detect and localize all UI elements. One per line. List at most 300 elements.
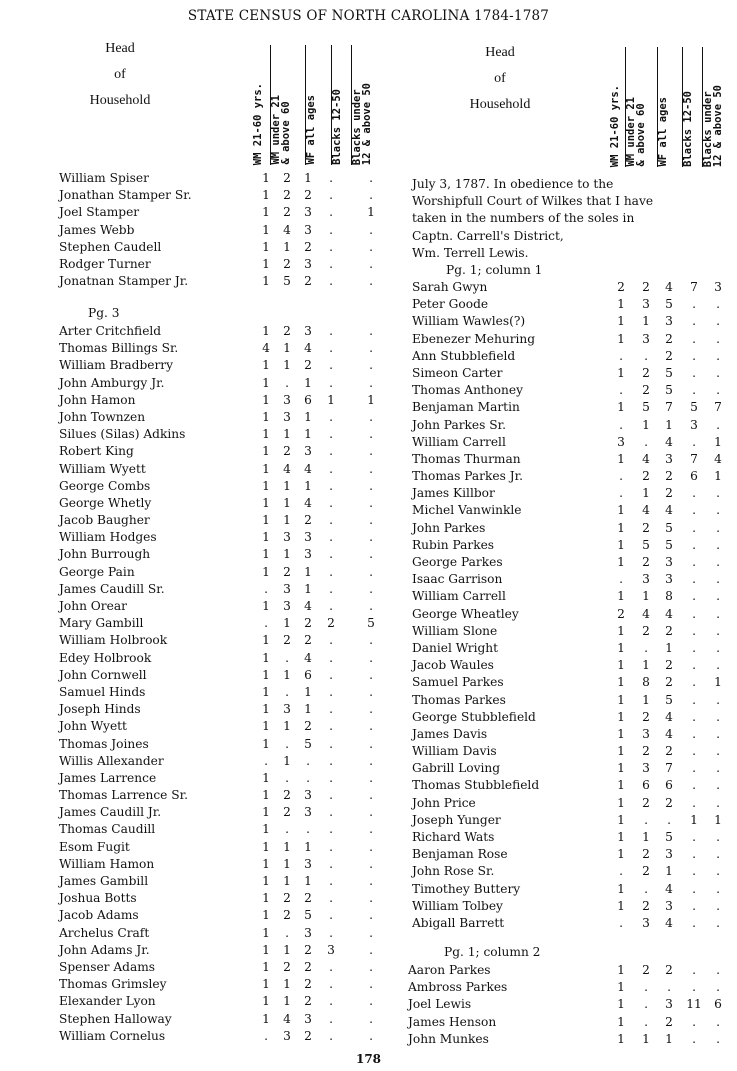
count-cell: .	[369, 341, 373, 356]
count-cell: 1	[617, 623, 625, 638]
household-name: John Wyett	[59, 719, 127, 734]
household-name: William Slone	[412, 623, 498, 638]
count-cell: 1	[617, 963, 625, 977]
count-cell: 1	[642, 417, 650, 432]
count-cell: .	[644, 1014, 648, 1029]
count-cell: 2	[304, 994, 312, 1009]
count-cell: 3	[304, 256, 312, 271]
count-cell: 1	[617, 520, 625, 535]
count-cell: 3	[642, 297, 650, 312]
count-cell: .	[692, 572, 696, 587]
count-cell: 3	[665, 572, 673, 587]
count-cell: 2	[642, 963, 650, 977]
count-cell: .	[716, 778, 720, 793]
count-cell: 3	[642, 726, 650, 741]
left-household-list-2	[59, 323, 389, 1045]
count-cell: 1	[262, 667, 270, 682]
count-cell: 3	[304, 788, 312, 803]
count-cell: 1	[642, 486, 650, 501]
count-cell: .	[692, 297, 696, 312]
count-cell: 2	[283, 805, 291, 820]
count-cell: .	[667, 980, 671, 995]
household-row	[412, 709, 737, 726]
count-cell: .	[369, 925, 373, 940]
right-household-list-2	[408, 962, 737, 1048]
count-cell: .	[619, 864, 623, 879]
count-cell: 1	[304, 564, 312, 579]
section-label: Pg. 1; column 2	[444, 945, 541, 959]
count-cell: 5	[690, 400, 698, 415]
count-cell: .	[329, 633, 333, 648]
count-cell: 2	[642, 365, 650, 380]
count-cell: 4	[642, 451, 650, 466]
count-cell: 1	[262, 530, 270, 545]
count-cell: .	[369, 564, 373, 579]
page-number: 178	[355, 1052, 382, 1066]
count-cell: 4	[304, 599, 312, 613]
count-cell: 6	[642, 778, 650, 793]
left-section-heading	[88, 306, 120, 320]
count-cell: 7	[714, 400, 722, 415]
household-row	[59, 546, 389, 563]
count-cell: .	[369, 650, 373, 665]
count-cell: .	[716, 640, 720, 655]
count-cell: .	[692, 314, 696, 329]
count-cell: 2	[283, 959, 291, 974]
count-cell: 1	[262, 205, 270, 220]
intro-line: July 3, 1787. In obedience to the	[412, 177, 614, 191]
count-cell: 1	[283, 427, 291, 442]
household-row	[59, 684, 389, 701]
count-cell: .	[716, 314, 720, 329]
household-name: William Hamon	[59, 856, 155, 871]
count-cell: .	[716, 1014, 720, 1029]
count-cell: 8	[642, 675, 650, 690]
count-cell: 1	[304, 839, 312, 854]
household-name: William Cornelus	[59, 1028, 166, 1043]
count-cell: .	[285, 822, 289, 837]
household-row	[412, 915, 737, 932]
count-cell: 2	[642, 555, 650, 569]
intro-line: Worshipfull Court of Wilkes that I have	[412, 194, 654, 209]
count-cell: .	[716, 383, 720, 398]
household-name: John Rose Sr.	[412, 864, 495, 879]
household-name: William Wawles(?)	[412, 314, 526, 329]
head-of-household-header-left	[60, 36, 180, 114]
count-cell: .	[329, 788, 333, 803]
count-cell: .	[716, 963, 720, 977]
count-cell: 5	[665, 297, 673, 312]
count-cell: .	[329, 599, 333, 613]
count-cell: .	[692, 726, 696, 741]
count-cell: .	[306, 770, 310, 785]
household-name: George Pain	[59, 564, 135, 579]
count-cell: .	[716, 881, 720, 896]
household-name: Robert King	[59, 444, 134, 459]
count-cell: .	[716, 348, 720, 363]
household-name: John Price	[412, 795, 476, 810]
count-cell: 3	[642, 572, 650, 587]
count-cell: .	[285, 684, 289, 699]
count-cell: 2	[665, 348, 673, 363]
count-cell: 1	[283, 942, 291, 957]
household-name: Jonathan Stamper Sr.	[59, 188, 192, 203]
count-cell: .	[329, 205, 333, 220]
count-cell: .	[306, 753, 310, 768]
count-cell: 2	[304, 239, 312, 254]
count-cell: 1	[617, 537, 625, 552]
count-cell: 4	[665, 606, 673, 621]
household-name: George Combs	[59, 478, 151, 493]
count-cell: 1	[262, 513, 270, 528]
household-row	[59, 581, 389, 598]
household-name: Joseph Yunger	[412, 812, 501, 827]
intro-line: Wm. Terrell Lewis.	[412, 245, 529, 260]
count-cell: 1	[617, 726, 625, 741]
household-row	[412, 382, 737, 399]
count-cell: 2	[665, 331, 673, 346]
household-row	[412, 588, 737, 605]
household-row	[412, 760, 737, 777]
count-cell: 2	[283, 633, 291, 648]
count-cell: 1	[617, 898, 625, 913]
count-cell: 1	[262, 925, 270, 940]
count-cell: 3	[617, 434, 625, 449]
count-cell: 3	[642, 915, 650, 930]
household-name: John Parkes	[412, 520, 486, 535]
household-name: Stephen Caudell	[59, 239, 162, 254]
household-name: Joshua Botts	[59, 891, 137, 906]
count-cell: 1	[617, 812, 625, 827]
household-row	[59, 804, 389, 821]
household-name: Archelus Craft	[59, 925, 150, 940]
col-header-blacks-under-12: Blacks under 12 & above 50	[351, 45, 380, 165]
count-cell: .	[329, 702, 333, 717]
household-name: Benjaman Martin	[412, 400, 520, 415]
count-cell: 1	[262, 358, 270, 373]
count-cell: .	[369, 667, 373, 682]
count-cell: .	[692, 761, 696, 776]
household-row	[412, 571, 737, 588]
household-row	[59, 529, 389, 546]
count-cell: 4	[283, 461, 291, 476]
household-name: George Whetly	[59, 495, 152, 510]
count-cell: 1	[304, 478, 312, 493]
count-cell: 2	[617, 280, 625, 294]
household-name: Ann Stubblefield	[412, 348, 516, 363]
count-cell: .	[285, 375, 289, 390]
count-cell: .	[692, 675, 696, 690]
household-row	[412, 313, 737, 330]
count-cell: 1	[262, 702, 270, 717]
count-cell: .	[329, 925, 333, 940]
count-cell: .	[692, 434, 696, 449]
household-row	[59, 770, 389, 787]
household-row	[59, 632, 389, 649]
count-cell: 1	[262, 719, 270, 734]
household-name: Arter Critchfield	[59, 324, 162, 338]
count-cell: .	[716, 503, 720, 518]
household-name: George Stubblefield	[412, 709, 536, 724]
count-cell: 3	[665, 314, 673, 329]
count-cell: 6	[714, 997, 722, 1012]
col-header-blacks-12-50: Blacks 12-50	[682, 47, 703, 167]
count-cell: 2	[642, 744, 650, 759]
household-row	[59, 187, 389, 204]
household-name: Simeon Carter	[412, 365, 503, 380]
count-cell: 2	[283, 788, 291, 803]
count-cell: 4	[304, 461, 312, 476]
count-cell: .	[692, 778, 696, 793]
count-cell: 4	[304, 495, 312, 510]
count-cell: .	[369, 375, 373, 390]
count-cell: .	[644, 980, 648, 995]
count-cell: .	[369, 581, 373, 596]
count-cell: .	[369, 409, 373, 424]
count-cell: .	[716, 520, 720, 535]
count-cell: 3	[665, 997, 673, 1012]
household-row	[59, 598, 389, 615]
count-cell: 1	[262, 736, 270, 751]
count-cell: 1	[262, 564, 270, 579]
count-cell: 1	[262, 822, 270, 837]
count-cell: 3	[304, 530, 312, 545]
count-cell: 2	[665, 1014, 673, 1029]
count-cell: 1	[262, 633, 270, 648]
count-cell: .	[692, 709, 696, 724]
household-name: James Caudill Sr.	[59, 581, 165, 596]
count-cell: .	[369, 856, 373, 871]
count-cell: .	[329, 977, 333, 992]
count-cell: .	[329, 274, 333, 289]
household-name: John Cornwell	[59, 667, 147, 682]
count-cell: 2	[304, 1028, 312, 1043]
count-cell: .	[692, 623, 696, 638]
count-cell: 1	[262, 994, 270, 1009]
household-row	[59, 821, 389, 838]
household-name: William Wyett	[59, 461, 146, 476]
count-cell: 2	[304, 358, 312, 373]
count-cell: .	[692, 744, 696, 759]
count-cell: .	[716, 658, 720, 673]
household-row	[59, 409, 389, 426]
count-cell: 2	[283, 891, 291, 906]
household-name: Ambross Parkes	[408, 980, 508, 995]
household-name: Jacob Waules	[412, 658, 494, 673]
household-row	[412, 485, 737, 502]
count-cell: 4	[665, 709, 673, 724]
count-cell: .	[369, 495, 373, 510]
count-cell: .	[369, 719, 373, 734]
count-cell: 3	[665, 847, 673, 862]
household-row	[59, 667, 389, 684]
count-cell: .	[369, 547, 373, 562]
count-cell: .	[369, 188, 373, 203]
count-cell: 2	[642, 864, 650, 879]
household-name: John Parkes Sr.	[412, 417, 506, 432]
count-cell: .	[619, 572, 623, 587]
count-cell: 2	[304, 274, 312, 289]
household-name: Michel Vanwinkle	[412, 503, 522, 518]
count-cell: 2	[642, 280, 650, 294]
count-cell: .	[329, 444, 333, 459]
household-row	[59, 787, 389, 804]
count-cell: 4	[665, 881, 673, 896]
count-cell: 4	[665, 503, 673, 518]
household-row	[59, 856, 389, 873]
count-cell: .	[329, 188, 333, 203]
household-name: William Tolbey	[412, 898, 503, 913]
count-cell: 1	[617, 640, 625, 655]
count-cell: 5	[642, 400, 650, 415]
count-cell: .	[692, 795, 696, 810]
count-cell: .	[329, 1011, 333, 1026]
count-cell: 1	[262, 222, 270, 237]
count-cell: .	[716, 761, 720, 776]
count-cell: .	[716, 915, 720, 930]
count-cell: 1	[262, 650, 270, 665]
count-cell: 5	[367, 616, 375, 631]
count-cell: 1	[283, 495, 291, 510]
household-name: Thomas Larrence Sr.	[59, 788, 188, 803]
count-cell: 2	[304, 942, 312, 957]
count-cell: 2	[642, 623, 650, 638]
count-cell: 2	[665, 963, 673, 977]
count-cell: .	[369, 513, 373, 528]
household-row	[59, 478, 389, 495]
count-cell: .	[329, 461, 333, 476]
household-name: George Wheatley	[412, 606, 519, 621]
count-cell: 4	[642, 606, 650, 621]
count-cell: 1	[262, 891, 270, 906]
household-name: James Gambill	[59, 874, 149, 888]
household-row	[412, 692, 737, 709]
count-cell: 7	[690, 280, 698, 294]
household-row	[59, 222, 389, 239]
household-name: Thomas Stubblefield	[412, 778, 540, 793]
count-cell: .	[329, 427, 333, 442]
count-cell: 2	[642, 847, 650, 862]
count-cell: .	[716, 847, 720, 862]
count-cell: 1	[262, 684, 270, 699]
count-cell: .	[619, 469, 623, 484]
count-cell: .	[285, 736, 289, 751]
count-cell: .	[644, 640, 648, 655]
count-cell: 3	[642, 331, 650, 346]
count-cell: 4	[304, 341, 312, 356]
section-label: Pg. 1; column 1	[446, 262, 543, 277]
count-cell: .	[329, 822, 333, 837]
count-cell: 1	[304, 375, 312, 390]
count-cell: 1	[617, 778, 625, 793]
household-name: Edey Holbrook	[59, 650, 152, 665]
count-cell: 1	[262, 256, 270, 271]
count-cell: 1	[262, 599, 270, 613]
count-cell: 5	[665, 383, 673, 398]
household-name: Spenser Adams	[59, 959, 156, 974]
count-cell: 3	[665, 451, 673, 466]
household-name: William Hodges	[59, 530, 157, 545]
count-cell: .	[369, 874, 373, 888]
count-cell: 7	[665, 761, 673, 776]
household-name: John Burrough	[59, 547, 151, 562]
count-cell: .	[692, 881, 696, 896]
count-cell: .	[329, 891, 333, 906]
household-name: John Orear	[59, 599, 127, 613]
count-cell: .	[329, 358, 333, 373]
household-row	[412, 468, 737, 485]
count-cell: .	[306, 822, 310, 837]
count-cell: .	[692, 365, 696, 380]
count-cell: .	[644, 348, 648, 363]
count-cell: 5	[304, 736, 312, 751]
count-cell: 2	[304, 977, 312, 992]
household-row	[412, 348, 737, 365]
count-cell: .	[692, 658, 696, 673]
count-cell: .	[692, 864, 696, 879]
count-cell: 5	[665, 830, 673, 844]
household-name: Benjaman Rose	[412, 847, 508, 862]
household-name: Ebenezer Mehuring	[412, 331, 536, 346]
count-cell: 1	[262, 908, 270, 923]
household-row	[59, 650, 389, 667]
count-cell: 1	[262, 444, 270, 459]
household-name: James Davis	[412, 726, 488, 741]
column-headers-right	[610, 42, 735, 167]
count-cell: .	[692, 640, 696, 655]
count-cell: .	[329, 478, 333, 493]
count-cell: .	[692, 980, 696, 995]
count-cell: 1	[367, 392, 375, 407]
household-row	[59, 718, 389, 735]
household-name: Timothey Buttery	[412, 881, 521, 896]
household-name: Samuel Parkes	[412, 675, 504, 690]
count-cell: .	[329, 874, 333, 888]
count-cell: 1	[304, 702, 312, 717]
count-cell: 1	[665, 640, 673, 655]
count-cell: 1	[283, 358, 291, 373]
count-cell: 3	[283, 392, 291, 407]
count-cell: .	[329, 341, 333, 356]
household-row	[59, 426, 389, 443]
count-cell: 3	[304, 444, 312, 459]
count-cell: .	[716, 726, 720, 741]
count-cell: 2	[304, 188, 312, 203]
household-name: William Carrell	[412, 434, 506, 449]
count-cell: 3	[304, 856, 312, 871]
count-cell: 1	[262, 461, 270, 476]
household-row	[412, 279, 737, 296]
count-cell: 1	[617, 314, 625, 329]
count-cell: 4	[283, 222, 291, 237]
count-cell: .	[692, 503, 696, 518]
count-cell: .	[692, 830, 696, 844]
count-cell: .	[692, 1031, 696, 1046]
count-cell: .	[329, 684, 333, 699]
household-name: George Parkes	[412, 555, 503, 569]
count-cell: 1	[262, 839, 270, 854]
count-cell: 2	[283, 171, 291, 185]
count-cell: 1	[617, 881, 625, 896]
household-name: Esom Fugit	[59, 839, 130, 854]
count-cell: .	[369, 1028, 373, 1043]
count-cell: .	[716, 830, 720, 844]
count-cell: 1	[283, 239, 291, 254]
count-cell: 5	[665, 692, 673, 707]
count-cell: 4	[304, 650, 312, 665]
count-cell: .	[369, 736, 373, 751]
count-cell: .	[619, 417, 623, 432]
